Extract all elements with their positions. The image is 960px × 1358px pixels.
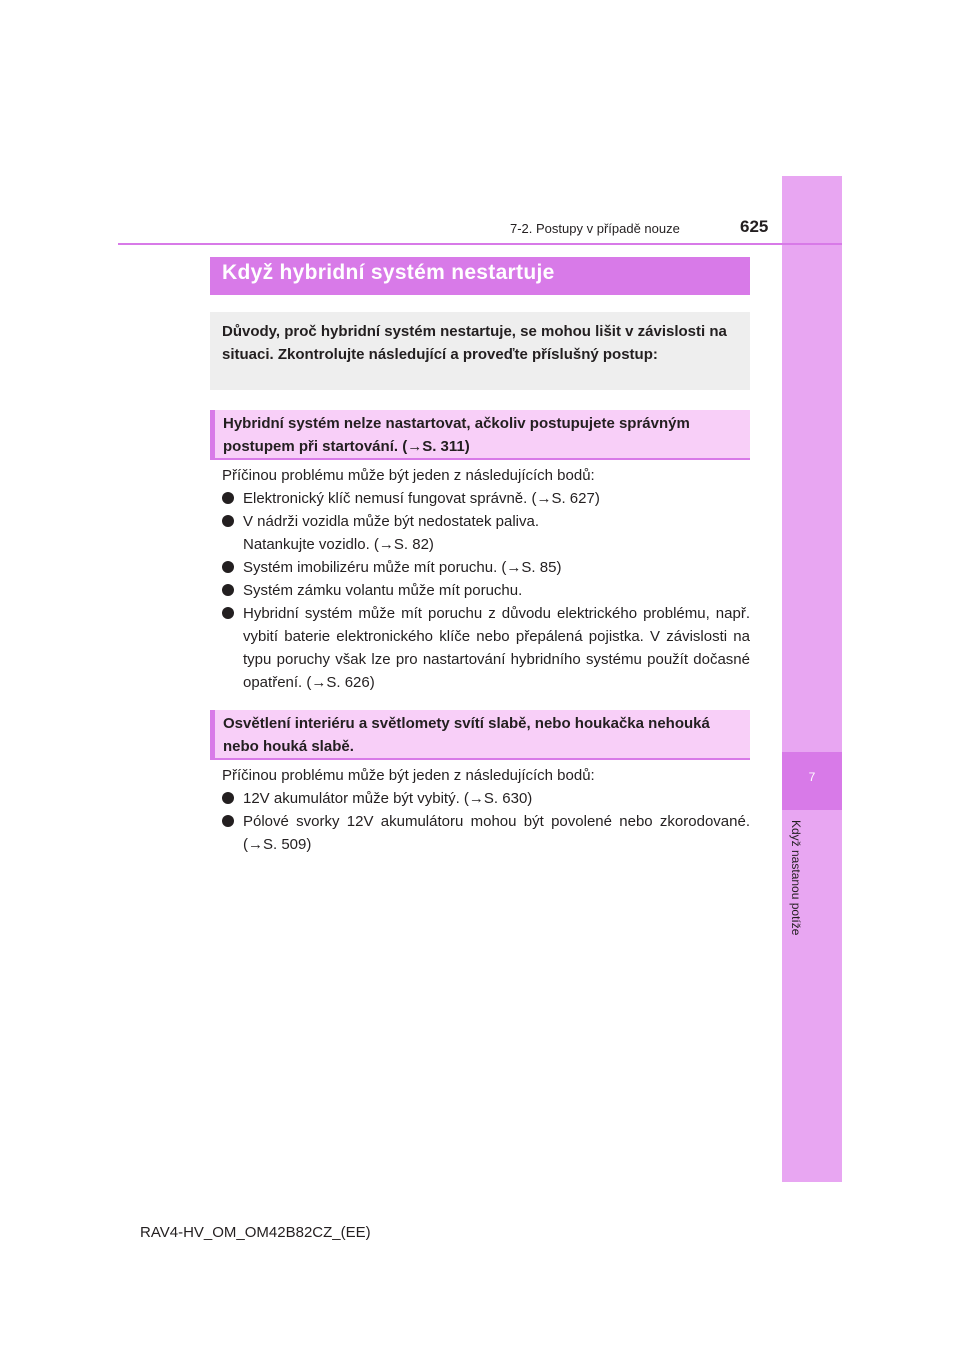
bullet-icon xyxy=(222,815,234,827)
list-item-text: Hybridní systém může mít poruchu z důvodu elektrického problému, např. vybití baterie elektronického klíče nebo přepálená pojistka. V závislosti na typu poruchy však lze pro nastartování hybridního systému použít dočasné opatření. (→S. 626) xyxy=(243,605,750,691)
chapter-title: 7-2. Postupy v případě nouze xyxy=(510,221,680,236)
subheading-2 xyxy=(210,710,750,760)
bullet-icon xyxy=(222,515,234,527)
manual-code-footer: RAV4-HV_OM_OM42B82CZ_(EE) xyxy=(140,1224,371,1241)
bullet-icon xyxy=(222,492,234,504)
bullet-icon xyxy=(222,792,234,804)
list-item-text: Systém imobilizéru může mít poruchu. (→S. 85) xyxy=(243,559,562,576)
page-number: 625 xyxy=(740,217,769,236)
list-item-text: 12V akumulátor může být vybitý. (→S. 630) xyxy=(243,790,533,807)
subheading-1 xyxy=(210,410,750,460)
section-2-lead: Příčinou problému může být jeden z následujících bodů: xyxy=(222,767,595,784)
chapter-number: 7 xyxy=(808,770,816,784)
intro-text: Důvody, proč hybridní systém nestartuje, se mohou lišit v závislosti na situaci. Zkontrolujte následující a proveďte příslušný postup: xyxy=(222,323,727,363)
subheading-1-text: Hybridní systém nelze nastartovat, ačkoliv postupujete správným postupem při startování. (→S. 311) xyxy=(223,415,690,455)
section-1-list xyxy=(222,487,750,694)
list-item-text: Pólové svorky 12V akumulátoru mohou být povolené nebo zkorodované. (→S. 509) xyxy=(243,813,750,853)
section-1-lead: Příčinou problému může být jeden z následujících bodů: xyxy=(222,467,595,484)
section-title: Když hybridní systém nestartuje xyxy=(210,257,750,295)
list-item xyxy=(222,787,750,810)
list-item-text: Systém zámku volantu může mít poruchu. xyxy=(243,582,523,599)
list-item xyxy=(222,602,750,694)
bullet-icon xyxy=(222,584,234,596)
intro-box xyxy=(210,312,750,390)
chapter-number-tab xyxy=(782,752,842,810)
subheading-2-text: Osvětlení interiéru a světlomety svítí slabě, nebo houkačka nehouká nebo houká slabě. xyxy=(223,715,710,755)
bullet-icon xyxy=(222,607,234,619)
list-item xyxy=(222,556,750,579)
side-tab xyxy=(782,176,842,1182)
chapter-side-label: Když nastanou potíže xyxy=(789,820,803,936)
bullet-icon xyxy=(222,561,234,573)
list-item xyxy=(222,487,750,510)
list-item-text: Elektronický klíč nemusí fungovat správně. (→S. 627) xyxy=(243,490,600,507)
list-item xyxy=(222,579,750,602)
header-divider xyxy=(118,243,842,245)
list-item-text: V nádrži vozidla může být nedostatek paliva. Natankujte vozidlo. (→S. 82) xyxy=(243,513,539,553)
list-item xyxy=(222,510,750,556)
list-item xyxy=(222,810,750,856)
section-2-list xyxy=(222,787,750,856)
